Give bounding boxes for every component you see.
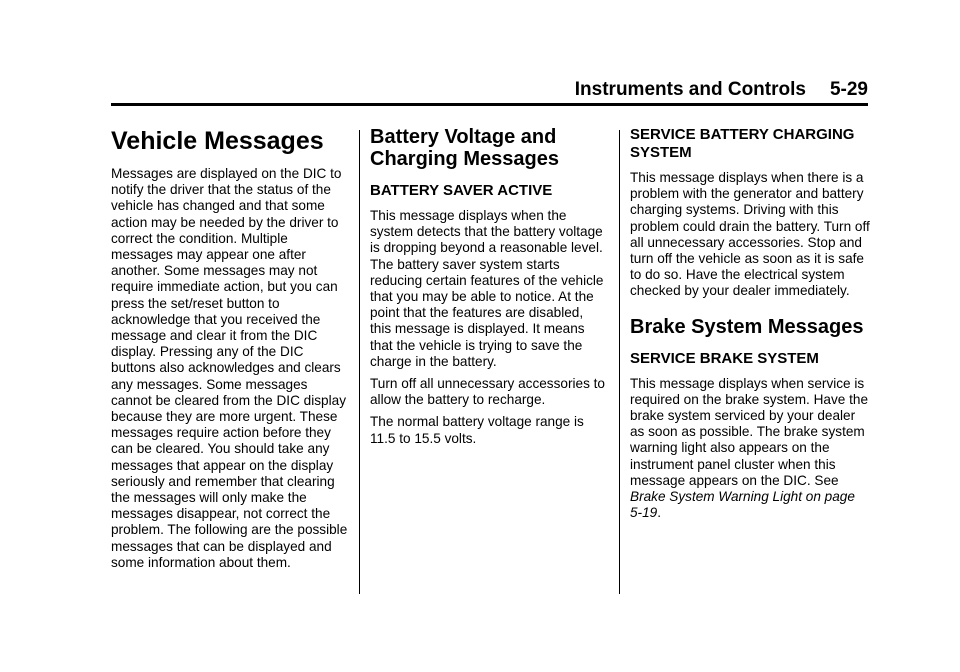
- column-battery-messages: [370, 126, 608, 453]
- cross-reference-link[interactable]: Brake System Warning Light on page 5-19: [630, 489, 855, 521]
- battery-saver-advice: Turn off all unnecessary accessories to allow the battery to recharge.: [370, 376, 605, 408]
- section-heading-battery: Battery Voltage and Charging Messages: [370, 126, 559, 170]
- column-divider: [359, 130, 360, 594]
- service-brake-paragraph: [630, 376, 870, 522]
- service-brake-text: This message displays when service is required on the brake system. Have the brake system serviced by your dealer as soon as possible. The brake system warning light also appears on the instrument panel cluster when this message appears on the DIC. See: [630, 375, 869, 488]
- subheading-service-battery: SERVICE BATTERY CHARGING SYSTEM: [630, 126, 855, 161]
- battery-voltage-range: The normal battery voltage range is 11.5 to 15.5 volts.: [370, 414, 584, 446]
- subheading-battery-saver: BATTERY SAVER ACTIVE: [370, 182, 553, 199]
- xref-period: .: [657, 505, 661, 521]
- vehicle-messages-paragraph: Messages are displayed on the DIC to notify the driver that the status of the vehicle has changed and that some action may be needed by the driver to correct the condition. Multiple messages may appear one after another. Some messages may not require immediate action, but you can press the set/reset button to acknowledge that you received the message and clear it from the DIC display. Pressing any of the DIC buttons also acknowledges and clears any messages. Some messages cannot be cleared from the DIC display because they are more urgent. These messages require action before they can be cleared. You should take any messages that appear on the display seriously and remember that clearing the messages will only make the messages disappear, not correct the problem. The following are the possible messages that can be displayed and some information about them.: [111, 166, 348, 570]
- column-charging-brake: [630, 126, 870, 527]
- running-header: [575, 79, 868, 101]
- header-title: Instruments and Controls: [574, 79, 806, 100]
- battery-saver-paragraph: This message displays when the system detects that the battery voltage is dropping beyond a reasonable level. The battery saver system starts reducing certain features of the vehicle that you may be able to notice. At the point that the features are disabled, this message is displayed. It means that the vehicle is trying to save the charge in the battery.: [370, 208, 604, 369]
- section-heading-brake: Brake System Messages: [630, 315, 864, 338]
- column-divider: [619, 130, 620, 594]
- column-vehicle-messages: [111, 126, 351, 577]
- service-battery-paragraph: This message displays when there is a problem with the generator and battery charging systems. Driving with this problem could drain the battery. Turn off all unnecessary accessories. Stop and turn off the vehicle as soon as it is safe to do so. Have the electrical system checked by your dealer immediately.: [630, 170, 870, 299]
- subheading-service-brake: SERVICE BRAKE SYSTEM: [630, 349, 819, 367]
- section-heading-vehicle-messages: Vehicle Messages: [111, 127, 324, 155]
- page-number: 5-29: [829, 79, 868, 100]
- header-rule: [111, 103, 868, 106]
